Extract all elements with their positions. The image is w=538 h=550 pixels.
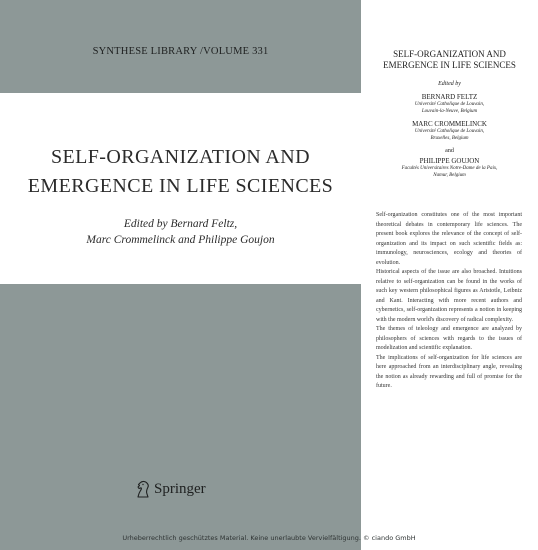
blurb-paragraph: The themes of teleology and emergence are analyzed by philosophers of sciences with regards to the issues of modelization and scientific explanation. <box>376 326 522 351</box>
editor-affiliation: Facultés Universitaires Notre-Dame de la Paix, <box>401 166 498 171</box>
editor-affiliation: Namur, Belgium <box>433 172 466 178</box>
editor-name: PHILIPPE GOUJON <box>419 157 480 165</box>
publisher-logo <box>135 479 206 499</box>
cover-editors-line: Marc Crommelinck and Philippe Goujon <box>86 234 275 246</box>
cover-editors <box>0 216 361 248</box>
editor-name: MARC CROMMELINCK <box>412 120 487 128</box>
and-label: and <box>445 148 454 154</box>
editor-entry <box>361 93 538 115</box>
blurb-paragraph: The implications of self-organization for life sciences are here approached from an interdisciplinary angle, revealing the notion as already rewarding and full of promise for the future. <box>376 354 522 389</box>
publisher-name: Springer <box>154 480 206 497</box>
springer-chess-knight-icon <box>135 480 151 498</box>
back-credits <box>361 80 538 184</box>
editor-entry <box>361 120 538 142</box>
back-title-line: EMERGENCE IN LIFE SCIENCES <box>383 60 516 70</box>
editor-affiliation: Université Catholique de Louvain, <box>414 102 485 107</box>
back-title-line: SELF-ORGANIZATION AND <box>393 49 506 59</box>
cover-editors-line: Edited by Bernard Feltz, <box>123 218 238 230</box>
cover-title <box>0 143 361 201</box>
blurb-paragraph: Historical aspects of the issue are also broached. Intuitions relative to self-organization can be found in the works of such key western philosophical figures as Aristotle, Leibniz and Kant. Interacting with more recent authors and cybernetics, self-organization represents a notion in keeping with the modern world's discovery of radical complexity. <box>376 269 522 323</box>
blurb-paragraph: Self-organization constitutes one of the most important theoretical debates in contemporary life sciences. The present book explores the relevance of the concept of self-organization and its impact on such scientific fields as: immunology, neurosciences, ecology and theories of evolution. <box>376 212 522 266</box>
cover-title-line: EMERGENCE IN LIFE SCIENCES <box>27 175 334 197</box>
series-label: SYNTHESE LIBRARY /VOLUME 331 <box>92 46 269 57</box>
edited-by-label: Edited by <box>438 81 461 87</box>
editor-entry <box>361 157 538 179</box>
copyright-watermark: Urheberrechtlich geschütztes Material. Keine unerlaubte Vervielfältigung. © ciando GmbH <box>122 534 416 542</box>
editor-name: BERNARD FELTZ <box>421 93 478 101</box>
back-title <box>361 49 538 71</box>
editor-affiliation: Université Catholique de Louvain, <box>414 129 485 134</box>
cover-title-line: SELF-ORGANIZATION AND <box>51 146 310 168</box>
editor-affiliation: Louvain-la-Neuve, Belgium <box>421 108 478 114</box>
editor-affiliation: Bruxelles, Belgium <box>430 135 469 141</box>
back-blurb <box>376 211 522 392</box>
